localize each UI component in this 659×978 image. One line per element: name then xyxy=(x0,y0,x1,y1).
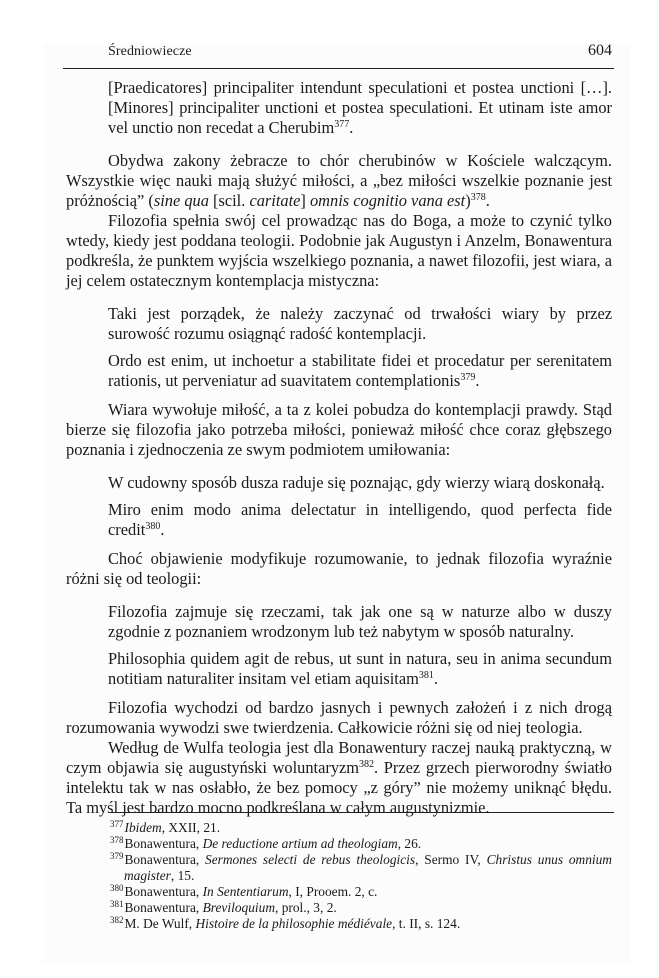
paragraph-wiara: Wiara wywołuje miłość, a ta z kolei pobudza do kontemplacji prawdy. Stąd bierze się filozofia jako potrzeba miłości, ponieważ miłość chce coraz głębszego poznania i zjednoczenia ze swym podmiotem umiłowania: xyxy=(66,400,612,459)
italic-title: Christus unus omnium magister xyxy=(124,852,612,883)
footnote-381 xyxy=(110,900,612,916)
footnote-text: Bonawentura, xyxy=(124,836,203,851)
punct: . xyxy=(433,669,438,688)
para-text: ] xyxy=(300,191,310,210)
quote-text: Miro enim modo anima delectatur in intelligendo, quod perfecta fide credit xyxy=(108,500,612,539)
header-rule xyxy=(63,68,614,69)
footnote-number: 380 xyxy=(110,883,124,893)
italic-title: Histoire de la philosophie médiévale xyxy=(195,916,393,931)
paragraph-obydwa xyxy=(66,151,612,211)
italic-title: Ibidem xyxy=(124,820,162,835)
block-quote-latin-1 xyxy=(108,78,612,138)
block-quote-latin-4 xyxy=(108,649,612,689)
footnote-number: 377 xyxy=(110,819,124,829)
para-text: ) xyxy=(465,191,471,210)
block-quote-latin-3 xyxy=(108,500,612,540)
paragraph-choc: Choć objawienie modyfikuje rozumowanie, to jednak filozofia wyraźnie różni się od teologii: xyxy=(66,549,612,588)
footnote-377 xyxy=(110,820,612,836)
footnote-number: 379 xyxy=(110,851,124,861)
footnote-text: , prol., 3, 2. xyxy=(275,900,337,915)
quote-text: Philosophia quidem agit de rebus, ut sunt in natura, seu in anima secundum notitiam naturaliter insitam vel etiam aquisitam xyxy=(108,649,612,688)
footnote-rule xyxy=(110,812,614,813)
para-text: . Przez grzech pierworodny światło intelektu tak w nas osłabło, że bez pomocy „z góry” nie możemy uniknąć błędu. Ta myśl jest bardzo mocno podkreślana w całym augustynizmie. xyxy=(66,758,612,817)
footnote-text: , Sermo IV, xyxy=(415,852,487,867)
footnote-number: 382 xyxy=(110,915,124,925)
italic-text: omnis cognitio vana est xyxy=(309,191,466,210)
footnote-378 xyxy=(110,836,612,852)
footnote-382 xyxy=(110,916,612,932)
quote-text: [Praedicatores] principaliter intendunt speculationi et postea unctioni […]. [Minores] principaliter unctioni et postea speculationi. Et utinam iste amor vel unctio non recedat a Cherubim xyxy=(108,78,612,137)
footnote-text: , t. II, s. 124. xyxy=(392,916,461,931)
block-quote-polish-3: Filozofia zajmuje się rzeczami, tak jak one są w naturze albo w duszy zgodnie z poznaniem wrodzonym lub też nabytym w sposób naturalny. xyxy=(108,602,612,641)
block-quote-latin-2 xyxy=(108,351,612,391)
footnote-ref-378[interactable]: 378 xyxy=(470,192,486,203)
italic-title: In Sententiarum xyxy=(202,884,289,899)
punct: . xyxy=(349,118,354,137)
running-head xyxy=(108,44,612,62)
paragraph-wedlug xyxy=(66,738,612,818)
footnote-text: Bonawentura, xyxy=(124,900,203,915)
italic-text: sine qua xyxy=(153,191,209,210)
footnote-380 xyxy=(110,884,612,900)
footnote-number: 378 xyxy=(110,835,124,845)
footnote-ref-380[interactable]: 380 xyxy=(145,521,161,532)
punct: . xyxy=(160,520,165,539)
italic-title: De reductione artium ad theologiam xyxy=(202,836,398,851)
footnote-ref-379[interactable]: 379 xyxy=(460,372,476,383)
footnote-ref-382[interactable]: 382 xyxy=(359,759,375,770)
punct: . xyxy=(485,191,490,210)
footnote-text: M. De Wulf, xyxy=(124,916,196,931)
quote-text: Ordo est enim, ut inchoetur a stabilitate fidei et procedatur per serenitatem rationis, ut perveniatur ad suavitatem contemplationis xyxy=(108,351,612,390)
para-text: Według de Wulfa teologia jest dla Bonawentury raczej nauką praktyczną, w czym objawia się augustyński woluntaryzm xyxy=(66,738,612,777)
footnote-ref-381[interactable]: 381 xyxy=(418,670,434,681)
italic-text: caritate xyxy=(249,191,301,210)
footnote-379 xyxy=(110,852,612,884)
body-text xyxy=(66,78,612,818)
italic-title: Breviloquium xyxy=(202,900,275,915)
block-quote-polish-2: W cudowny sposób dusza raduje się poznając, gdy wierzy wiarą doskonałą. xyxy=(108,473,605,492)
paragraph-filozofia-spelnia: Filozofia spełnia swój cel prowadząc nas do Boga, a może to czynić tylko wtedy, kiedy jest poddana teologii. Podobnie jak Augustyn i Anzelm, Bonawentura podkreśla, że punktem wyjścia wszelkiego poznania, a nawet filozofii, jest wiara, a jej celem ostatecznym kontemplacja mistyczna: xyxy=(66,211,612,290)
paragraph-filozofia-wychodzi: Filozofia wychodzi od bardzo jasnych i pewnych założeń i z nich drogą rozumowania wywodzi swe twierdzenia. Całkowicie różni się od niej teologia. xyxy=(66,698,612,737)
footnote-text: Bonawentura, xyxy=(124,884,203,899)
footnote-text: , I, Prooem. 2, c. xyxy=(288,884,378,899)
footnote-text: Bonawentura, xyxy=(124,852,206,867)
para-text: Obydwa zakony żebracze to chór cherubinów w Kościele walczącym. Wszystkie więc nauki mają służyć miłości, a „bez miłości wszelkie poznanie jest próżnością” ( xyxy=(66,151,612,210)
italic-title: Sermones selecti de rebus theologicis xyxy=(205,852,416,867)
footnote-text: , 26. xyxy=(397,836,422,851)
footnote-number: 381 xyxy=(110,899,124,909)
block-quote-polish-1: Taki jest porządek, że należy zaczynać od trwałości wiary by przez surowość rozumu osiągnąć radość kontemplacji. xyxy=(108,304,612,343)
punct: . xyxy=(475,371,480,390)
page-number: 604 xyxy=(588,42,612,59)
footnote-ref-377[interactable]: 377 xyxy=(334,119,350,130)
footnotes xyxy=(110,820,612,932)
para-text: [scil. xyxy=(208,191,250,210)
running-head-title: Średniowiecze xyxy=(108,44,192,59)
footnote-text: , 15. xyxy=(170,868,195,883)
footnote-text: , XXII, 21. xyxy=(161,820,221,835)
